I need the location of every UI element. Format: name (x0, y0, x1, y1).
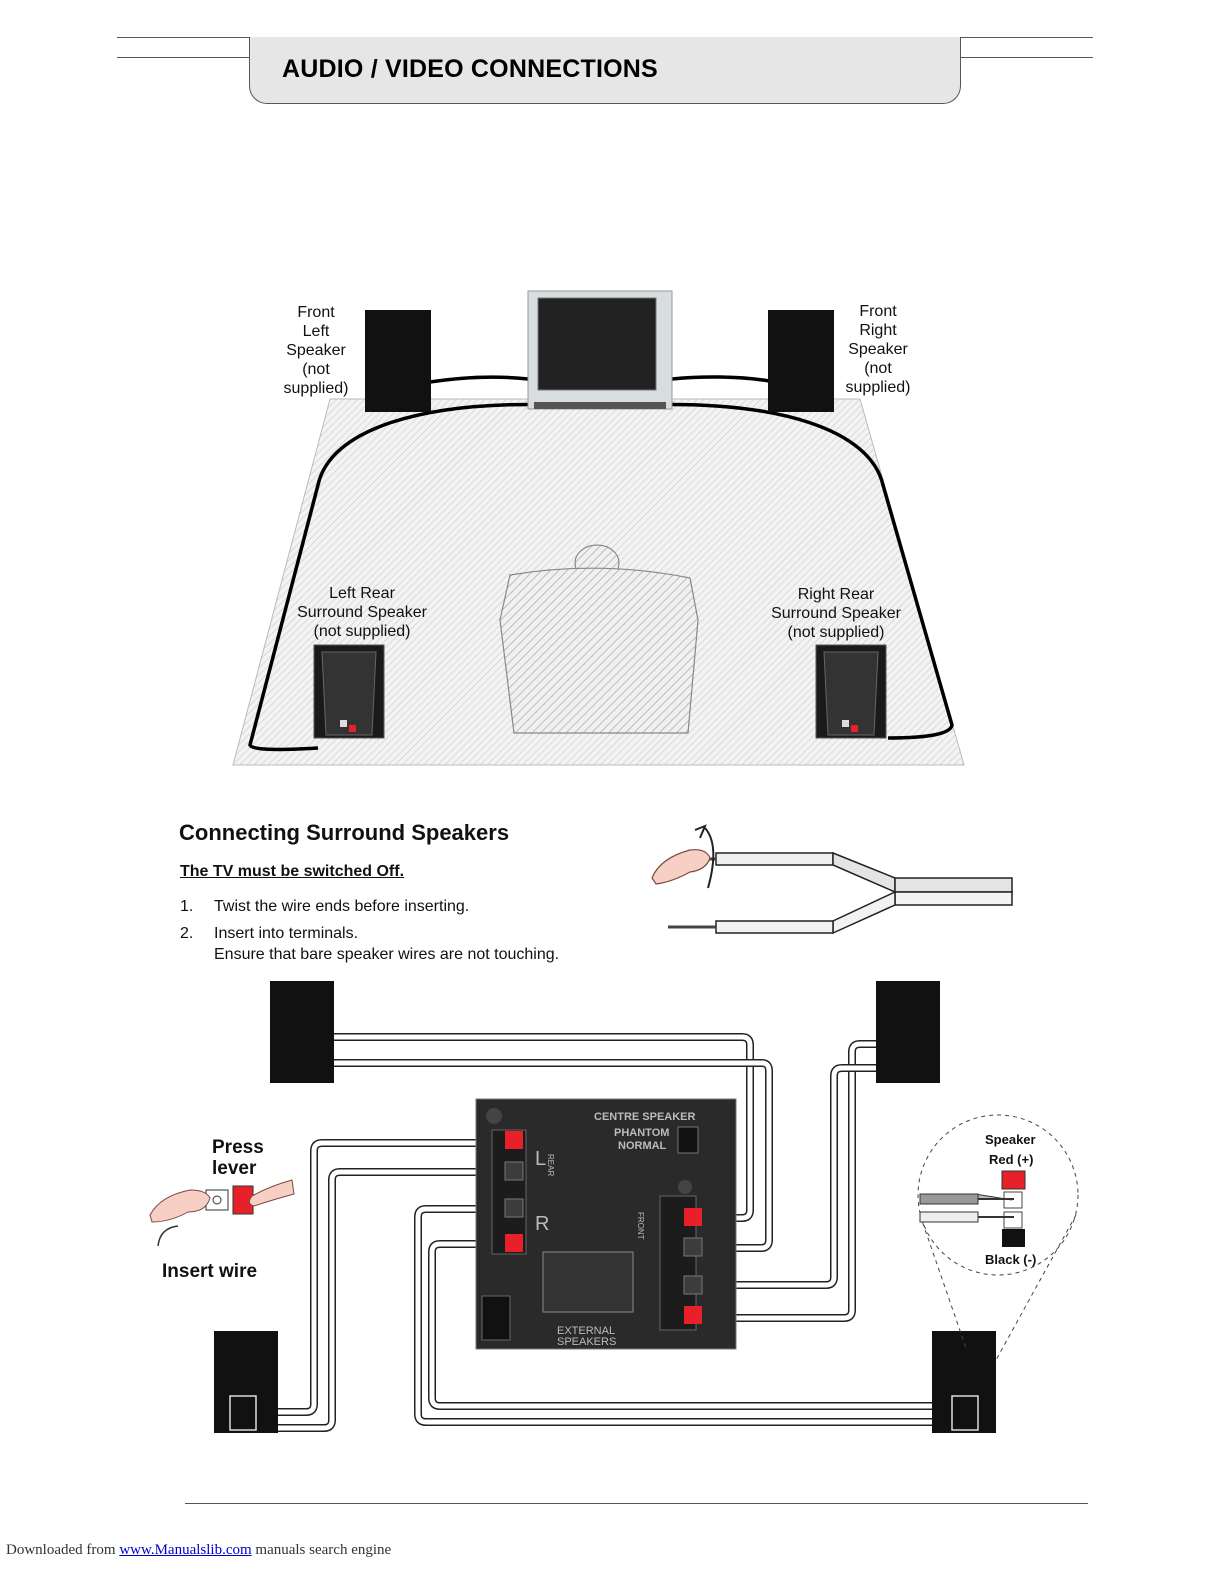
panel-l-label: L (535, 1148, 547, 1170)
twist-wire-illustration (652, 826, 1014, 933)
right-rear-label (756, 585, 916, 642)
panel-r-label: R (535, 1213, 550, 1235)
footer-suffix: manuals search engine (251, 1542, 392, 1558)
panel-front-label: FRONT (636, 1212, 645, 1240)
footer-rule (185, 1503, 1088, 1504)
right-rear-line-1: Right Rear (797, 586, 875, 603)
warning-text: The TV must be switched Off. (180, 863, 405, 880)
footer-link[interactable]: www.Manualslib.com (119, 1542, 252, 1558)
wiring-rear-left-speaker-icon (214, 1331, 278, 1433)
front-right-line-1: Front (859, 303, 897, 320)
rear-terminal-panel (476, 1099, 736, 1349)
front-left-line-3: Speaker (286, 342, 346, 359)
panel-speakers-label: SPEAKERS (557, 1336, 617, 1348)
panel-normal-label: NORMAL (618, 1140, 667, 1152)
left-rear-label (282, 584, 442, 641)
step-2-text-line-2: Ensure that bare speaker wires are not touching. (214, 946, 560, 963)
front-left-line-1: Front (297, 304, 335, 321)
red-terminal-label: Red (+) (989, 1152, 1034, 1167)
left-rear-speaker-icon (314, 645, 384, 738)
panel-centre-label: CENTRE SPEAKER (594, 1111, 696, 1123)
front-left-label (266, 303, 366, 398)
footer-prefix: Downloaded from (6, 1542, 120, 1558)
wiring-rear-right-speaker-icon (932, 1331, 996, 1433)
page-title: AUDIO / VIDEO CONNECTIONS (282, 55, 658, 83)
insert-wire-label: Insert wire (162, 1261, 258, 1282)
press-lever-label (212, 1137, 264, 1179)
press-lever-line-1: Press (212, 1137, 264, 1158)
front-left-line-2: Left (302, 323, 330, 340)
front-right-speaker-icon (768, 310, 834, 412)
panel-phantom-label: PHANTOM (614, 1127, 670, 1139)
front-left-line-5: supplied) (283, 380, 349, 397)
black-terminal-label: Black (-) (985, 1252, 1037, 1267)
right-rear-line-3: (not supplied) (787, 624, 885, 641)
wiring-front-left-speaker-icon (270, 981, 334, 1083)
front-left-speaker-icon (365, 310, 431, 412)
step-2-text: Insert into terminals. (214, 925, 359, 942)
press-lever-illustration (150, 1180, 294, 1246)
left-rear-line-3: (not supplied) (313, 623, 411, 640)
step-2-number: 2. (180, 925, 194, 942)
front-right-line-2: Right (859, 322, 897, 339)
panel-external-label: EXTERNAL (557, 1325, 616, 1337)
speaker-label: Speaker (985, 1132, 1036, 1147)
right-rear-line-2: Surround Speaker (771, 605, 901, 622)
front-right-line-3: Speaker (848, 341, 908, 358)
front-left-line-4: (not (302, 361, 330, 378)
wiring-front-right-speaker-icon (876, 981, 940, 1083)
front-right-line-5: supplied) (845, 379, 911, 396)
tv-icon (528, 291, 672, 409)
section-title: Connecting Surround Speakers (179, 820, 510, 845)
left-rear-line-1: Left Rear (329, 585, 395, 602)
press-lever-line-2: lever (212, 1158, 257, 1179)
panel-rear-label: REAR (546, 1154, 555, 1177)
front-right-line-4: (not (864, 360, 892, 377)
right-rear-speaker-icon (816, 645, 886, 738)
step-1-number: 1. (180, 898, 194, 915)
left-rear-line-2: Surround Speaker (297, 604, 427, 621)
footer (6, 1542, 391, 1559)
front-right-label (828, 302, 928, 397)
step-1-text: Twist the wire ends before inserting. (214, 898, 470, 915)
